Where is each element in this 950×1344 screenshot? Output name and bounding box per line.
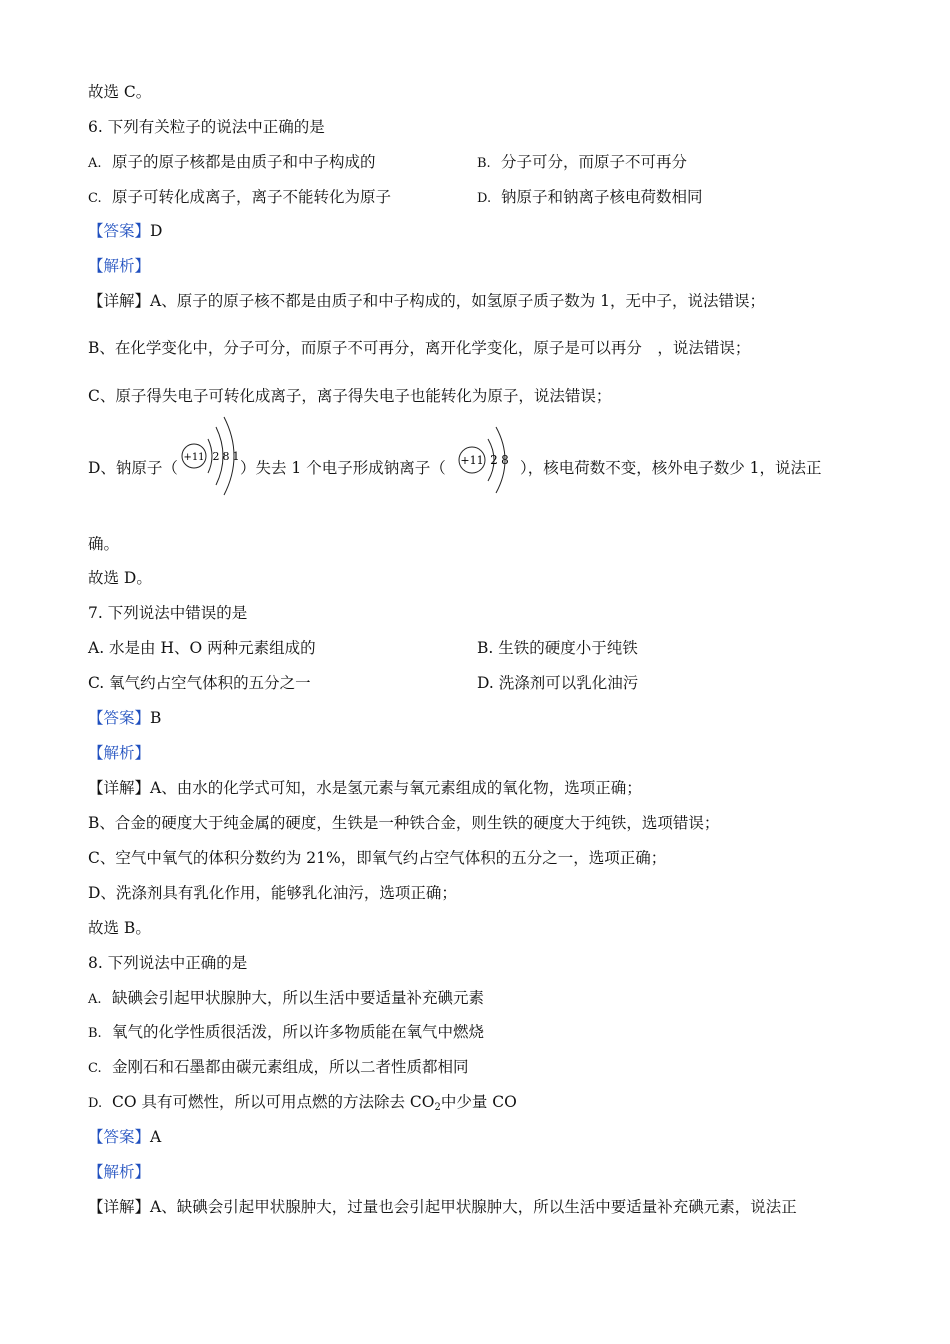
answer-tag: 【答案】 — [88, 222, 151, 240]
answer-tag: 【答案】 — [88, 709, 151, 727]
q7-option-d: D. 洗涤剂可以乳化油污 — [477, 674, 639, 692]
q7-detail-c: C、空气中氧气的体积分数约为 21%，即氧气约占空气体积的五分之一，选项正确； — [88, 849, 667, 867]
q6-detail-d — [88, 458, 178, 478]
question-7: 7. 下列说法中错误的是 — [88, 604, 248, 622]
detail-tag: 【详解】 — [88, 1198, 151, 1216]
conclusion-q7: 故选 B。 — [88, 919, 151, 937]
option-text: 钠原子和钠离子核电荷数相同 — [501, 188, 703, 206]
option-label: D. — [88, 1096, 103, 1111]
q6-option-d — [477, 187, 703, 209]
option-label: A. — [88, 156, 102, 171]
option-label: B. — [88, 1026, 102, 1041]
q7-option-c: C. 氧气约占空气体积的五分之一 — [88, 674, 311, 692]
nucleus-charge: +11 — [183, 452, 205, 463]
answer-value: D — [150, 222, 163, 240]
detail-text: A、原子的原子核不都是由质子和中子构成的，如氢原子质子数为 1，无中子，说法错误； — [150, 292, 766, 310]
option-label: C. — [88, 1061, 102, 1076]
option-label: A. — [88, 992, 102, 1007]
q7-option-b: B. 生铁的硬度小于纯铁 — [477, 639, 638, 657]
q6-analysis-tag: 【解析】 — [88, 257, 151, 275]
option-label: C. — [88, 191, 102, 206]
q6-detail-b: B、在化学变化中，分子可分，而原子不可再分，离开化学变化，原子是可以再分 ，说法错误； — [88, 339, 751, 357]
q6-option-a — [88, 152, 376, 174]
q8-option-a — [88, 988, 484, 1010]
q8-answer — [88, 1127, 161, 1147]
nucleus-charge: +11 — [460, 454, 484, 467]
shell-electrons: 2 — [490, 453, 498, 467]
shell-electrons: 2 — [212, 450, 220, 463]
q6-detail-d-mid: ）失去 1 个电子形成钠离子（ — [240, 459, 446, 477]
option-text: 氧气的化学性质很活泼，所以许多物质能在氧气中燃烧 — [112, 1023, 485, 1041]
detail-tag: 【详解】 — [88, 779, 151, 797]
answer-tag: 【答案】 — [88, 1128, 151, 1146]
detail-text: A、缺碘会引起甲状腺肿大，过量也会引起甲状腺肿大，所以生活中要适量补充碘元素，说法正 — [150, 1198, 797, 1216]
option-text: 中少量 CO — [440, 1093, 517, 1111]
option-text: CO 具有可燃性，所以可用点燃的方法除去 CO — [112, 1093, 435, 1111]
q6-option-b — [477, 152, 687, 174]
detail-text: A、由水的化学式可知，水是氢元素与氧元素组成的氧化物，选项正确； — [150, 779, 642, 797]
shell-electrons: 8 — [501, 453, 509, 467]
q6-detail-d-post: ），核电荷数不变，核外电子数少 1，说法正 — [520, 459, 822, 477]
sodium-ion-diagram — [454, 423, 524, 497]
option-text: 缺碘会引起甲状腺肿大，所以生活中要适量补充碘元素 — [112, 989, 485, 1007]
q6-option-c — [88, 187, 391, 209]
electron-shell-arc — [208, 439, 212, 473]
q8-analysis-tag: 【解析】 — [88, 1163, 151, 1181]
q6-detail-a — [88, 291, 765, 311]
q8-option-d — [88, 1092, 517, 1118]
q6-detail-d-cont: 确。 — [88, 535, 120, 553]
shell-electrons: 8 — [222, 450, 230, 463]
q6-answer — [88, 221, 162, 241]
q8-option-c — [88, 1057, 469, 1079]
q7-answer — [88, 708, 161, 728]
question-6: 6. 下列有关粒子的说法中正确的是 — [88, 118, 325, 136]
conclusion-q5: 故选 C。 — [88, 83, 152, 101]
detail-text: D、钠原子（ — [88, 459, 178, 477]
q7-detail-d: D、洗涤剂具有乳化作用，能够乳化油污，选项正确； — [88, 884, 457, 902]
q6-detail-c: C、原子得失电子可转化成离子，离子得失电子也能转化为原子，说法错误； — [88, 387, 612, 405]
q8-detail-a — [88, 1197, 797, 1217]
detail-tag: 【详解】 — [88, 292, 151, 310]
q7-option-a: A. 水是由 H、O 两种元素组成的 — [88, 639, 316, 657]
conclusion-q6: 故选 D。 — [88, 569, 152, 587]
option-text: 原子的原子核都是由质子和中子构成的 — [112, 153, 376, 171]
option-label: B. — [477, 156, 491, 171]
shell-electrons: 1 — [232, 450, 240, 463]
answer-value: A — [150, 1128, 162, 1146]
option-text: 金刚石和石墨都由碳元素组成，所以二者性质都相同 — [112, 1058, 469, 1076]
q8-option-b — [88, 1022, 484, 1044]
option-text: 分子可分，而原子不可再分 — [501, 153, 688, 171]
q7-detail-b: B、合金的硬度大于纯金属的硬度，生铁是一种铁合金，则生铁的硬度大于纯铁，选项错误； — [88, 814, 720, 832]
question-8: 8. 下列说法中正确的是 — [88, 954, 248, 972]
q7-detail-a — [88, 778, 642, 798]
q7-analysis-tag: 【解析】 — [88, 744, 151, 762]
option-text: 原子可转化成离子，离子不能转化为原子 — [112, 188, 392, 206]
subscript: 2 — [434, 1102, 441, 1113]
sodium-atom-diagram — [174, 415, 250, 497]
answer-value: B — [150, 709, 162, 727]
option-label: D. — [477, 191, 492, 206]
